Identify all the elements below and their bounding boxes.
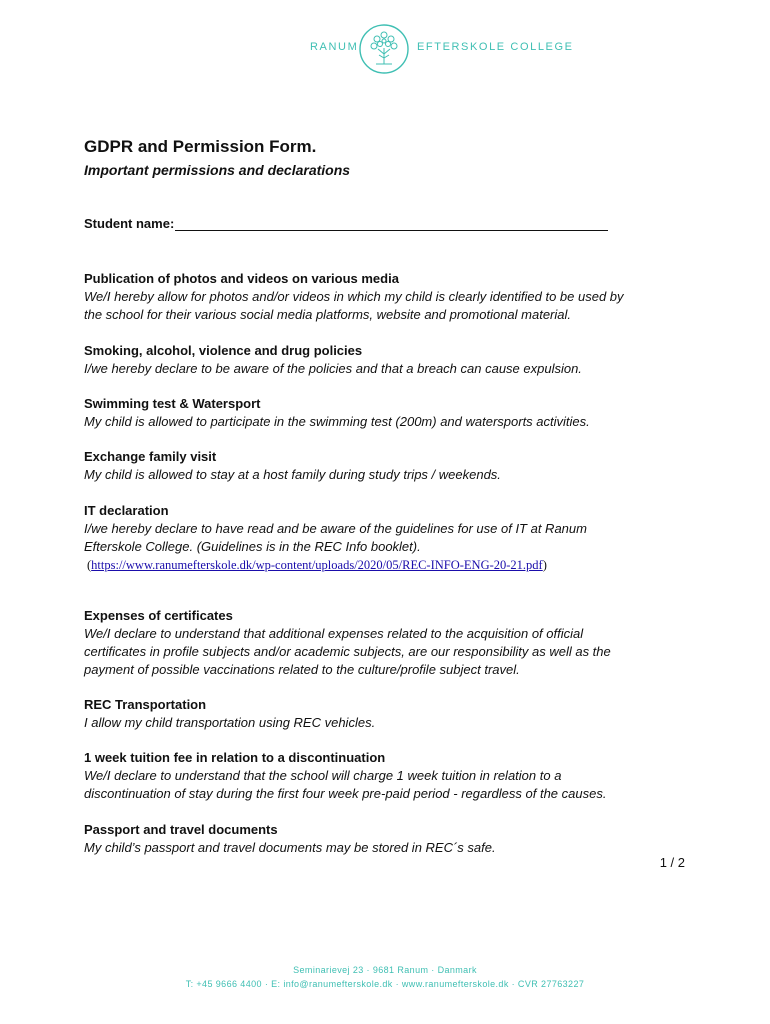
it-guidelines-link[interactable]: https://www.ranumefterskole.dk/wp-content/uploads/2020/05/REC-INFO-ENG-20-21.pdf: [91, 558, 543, 572]
section-expenses-certificates: [84, 607, 704, 679]
it-guidelines-link-line: (https://www.ranumefterskole.dk/wp-content/uploads/2020/05/REC-INFO-ENG-20-21.pdf): [87, 558, 547, 572]
section-it-declaration: [84, 502, 704, 574]
section-heading: Expenses of certificates: [84, 608, 233, 623]
section-heading: 1 week tuition fee in relation to a discontinuation: [84, 750, 386, 765]
section-photos-videos: [84, 270, 704, 324]
section-text: the school for their various social media platforms, website and promotional material.: [84, 307, 572, 322]
section-heading: Publication of photos and videos on various media: [84, 271, 399, 286]
section-text: payment of possible vaccinations related to the culture/profile subject travel.: [84, 662, 520, 677]
section-text: Efterskole College. (Guidelines is in the REC Info booklet).: [84, 539, 421, 554]
section-exchange-family: [84, 448, 704, 484]
section-heading: Passport and travel documents: [84, 822, 278, 837]
section-text: We/I declare to understand that additional expenses related to the acquisition of official: [84, 626, 584, 641]
student-name-field[interactable]: [84, 216, 608, 231]
section-heading: REC Transportation: [84, 697, 207, 712]
section-text: My child’s passport and travel documents may be stored in REC´s safe.: [84, 840, 496, 855]
section-text: I allow my child transportation using REC vehicles.: [84, 715, 376, 730]
section-text: discontinuation of stay during the first four week pre-paid period - regardless of the causes.: [84, 786, 607, 801]
page-title: GDPR and Permission Form.: [84, 137, 317, 156]
section-text: I/we hereby declare to be aware of the policies and that a breach can cause expulsion.: [84, 361, 582, 376]
letterhead: [0, 22, 770, 76]
section-heading: IT declaration: [84, 503, 169, 518]
section-text: We/I hereby allow for photos and/or videos in which my child is clearly identified to be used by: [84, 289, 624, 304]
section-heading: Exchange family visit: [84, 449, 217, 464]
tree-logo-icon: [359, 22, 409, 76]
section-text: certificates in profile subjects and/or academic subjects, are our responsibility as well as the: [84, 644, 611, 659]
page-number: 1 / 2: [659, 855, 685, 870]
section-tuition-fee: [84, 749, 704, 803]
student-name-label: Student name:: [84, 216, 175, 231]
footer-address: Seminarievej 23 · 9681 Ranum · Danmark: [293, 965, 477, 975]
section-heading: Swimming test & Watersport: [84, 396, 261, 411]
brand-name-left: RANUM: [310, 41, 359, 53]
section-text: My child is allowed to stay at a host family during study trips / weekends.: [84, 467, 501, 482]
section-swimming-test: [84, 395, 704, 431]
section-rec-transportation: [84, 696, 704, 732]
footer-contact: T: +45 9666 4400 · E: info@ranumefterskole.dk · www.ranumefterskole.dk · CVR 27763227: [185, 979, 585, 989]
section-text: My child is allowed to participate in the swimming test (200m) and watersports activities.: [84, 414, 590, 429]
page-subtitle: Important permissions and declarations: [84, 162, 351, 178]
section-passport-documents: [84, 821, 704, 857]
section-text: We/I declare to understand that the school will charge 1 week tuition in relation to a: [84, 768, 562, 783]
brand-name-right: EFTERSKOLE COLLEGE: [417, 41, 574, 53]
section-smoking-policies: [84, 342, 704, 378]
section-heading: Smoking, alcohol, violence and drug policies: [84, 343, 363, 358]
section-text: I/we hereby declare to have read and be aware of the guidelines for use of IT at Ranum: [84, 521, 587, 536]
student-name-blank-line[interactable]: [175, 216, 608, 231]
